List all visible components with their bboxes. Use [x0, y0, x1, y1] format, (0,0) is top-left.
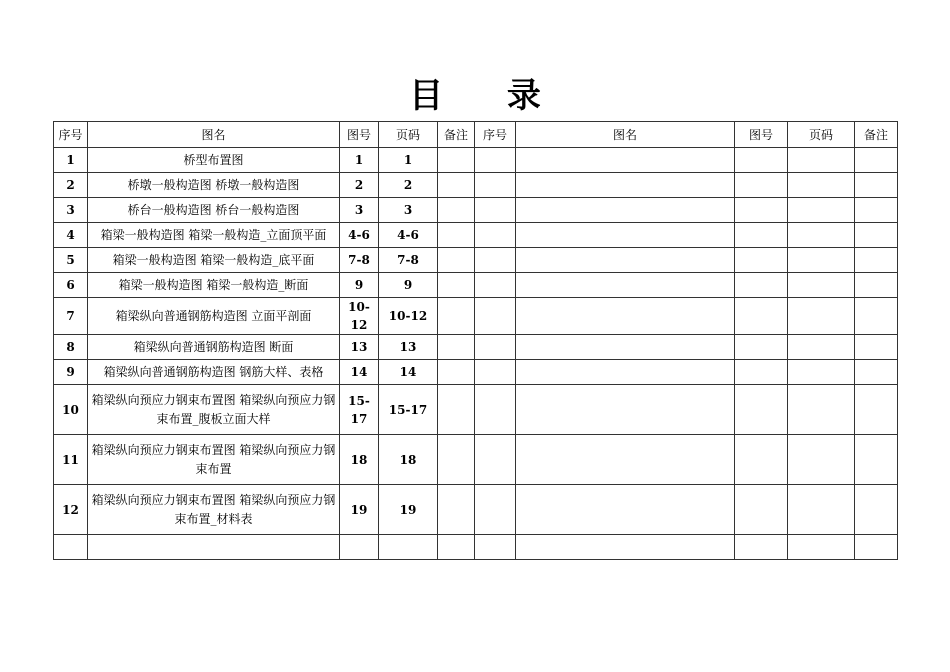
drawing-number: 3	[340, 198, 379, 223]
empty-cell	[735, 360, 788, 385]
table-row	[54, 485, 898, 535]
empty-cell	[735, 298, 788, 335]
empty-cell	[735, 535, 788, 560]
page-number: 15-17	[379, 385, 438, 435]
remark-cell	[438, 360, 475, 385]
empty-cell	[735, 485, 788, 535]
row-number: 7	[54, 298, 88, 335]
header-row	[54, 122, 898, 148]
row-number: 10	[54, 385, 88, 435]
drawing-number: 19	[340, 485, 379, 535]
table-row	[54, 273, 898, 298]
page-number: 14	[379, 360, 438, 385]
empty-cell	[516, 535, 735, 560]
empty-cell	[855, 148, 898, 173]
empty-cell	[475, 385, 516, 435]
table-row	[54, 535, 898, 560]
empty-cell	[735, 223, 788, 248]
empty-cell	[475, 535, 516, 560]
drawing-name: 箱梁纵向预应力钢束布置图 箱梁纵向预应力钢束布置	[88, 435, 340, 485]
drawing-name: 桥墩一般构造图 桥墩一般构造图	[88, 173, 340, 198]
drawing-number: 15-17	[340, 385, 379, 435]
remark-cell	[438, 485, 475, 535]
empty-cell	[855, 485, 898, 535]
row-number: 5	[54, 248, 88, 273]
row-number: 6	[54, 273, 88, 298]
page-number: 4-6	[379, 223, 438, 248]
page-number: 10-12	[379, 298, 438, 335]
drawing-number: 9	[340, 273, 379, 298]
empty-cell	[438, 535, 475, 560]
empty-cell	[475, 148, 516, 173]
empty-cell	[735, 248, 788, 273]
page-number: 13	[379, 335, 438, 360]
empty-cell	[475, 485, 516, 535]
page-title: 目 录	[409, 76, 567, 116]
header-cell: 序号	[475, 122, 516, 148]
drawing-name: 箱梁纵向普通钢筋构造图 钢筋大样、表格	[88, 360, 340, 385]
table-row	[54, 385, 898, 435]
drawing-name: 箱梁纵向预应力钢束布置图 箱梁纵向预应力钢束布置_腹板立面大样	[88, 385, 340, 435]
page-number: 19	[379, 485, 438, 535]
empty-cell	[475, 223, 516, 248]
page-number: 7-8	[379, 248, 438, 273]
empty-cell	[855, 248, 898, 273]
row-number: 3	[54, 198, 88, 223]
drawing-name: 箱梁纵向普通钢筋构造图 立面平剖面	[88, 298, 340, 335]
empty-cell	[475, 435, 516, 485]
remark-cell	[438, 173, 475, 198]
empty-cell	[855, 360, 898, 385]
empty-cell	[788, 273, 855, 298]
empty-cell	[788, 223, 855, 248]
header-cell: 图号	[735, 122, 788, 148]
empty-cell	[379, 535, 438, 560]
empty-cell	[735, 173, 788, 198]
empty-cell	[475, 335, 516, 360]
drawing-number: 4-6	[340, 223, 379, 248]
empty-cell	[855, 198, 898, 223]
row-number: 8	[54, 335, 88, 360]
remark-cell	[438, 148, 475, 173]
empty-cell	[516, 435, 735, 485]
empty-cell	[516, 385, 735, 435]
row-number: 11	[54, 435, 88, 485]
header-cell: 备注	[855, 122, 898, 148]
empty-cell	[855, 223, 898, 248]
drawing-number: 14	[340, 360, 379, 385]
page-number: 9	[379, 273, 438, 298]
empty-cell	[516, 360, 735, 385]
empty-cell	[788, 485, 855, 535]
row-number: 4	[54, 223, 88, 248]
empty-cell	[788, 335, 855, 360]
drawing-number: 18	[340, 435, 379, 485]
empty-cell	[788, 248, 855, 273]
empty-cell	[475, 273, 516, 298]
empty-cell	[735, 385, 788, 435]
remark-cell	[438, 298, 475, 335]
remark-cell	[438, 335, 475, 360]
empty-cell	[54, 535, 88, 560]
toc-table	[53, 121, 898, 560]
empty-cell	[855, 298, 898, 335]
drawing-name: 箱梁纵向预应力钢束布置图 箱梁纵向预应力钢束布置_材料表	[88, 485, 340, 535]
drawing-name: 箱梁一般构造图 箱梁一般构造_断面	[88, 273, 340, 298]
table-row	[54, 248, 898, 273]
empty-cell	[516, 148, 735, 173]
empty-cell	[855, 435, 898, 485]
empty-cell	[516, 173, 735, 198]
remark-cell	[438, 273, 475, 298]
empty-cell	[475, 360, 516, 385]
drawing-name: 桥台一般构造图 桥台一般构造图	[88, 198, 340, 223]
remark-cell	[438, 223, 475, 248]
empty-cell	[475, 298, 516, 335]
drawing-name: 箱梁一般构造图 箱梁一般构造_立面顶平面	[88, 223, 340, 248]
table-row	[54, 360, 898, 385]
header-cell: 备注	[438, 122, 475, 148]
table-row	[54, 223, 898, 248]
remark-cell	[438, 435, 475, 485]
drawing-number: 13	[340, 335, 379, 360]
page-number: 18	[379, 435, 438, 485]
empty-cell	[735, 335, 788, 360]
table-row	[54, 335, 898, 360]
empty-cell	[855, 385, 898, 435]
drawing-name: 箱梁纵向普通钢筋构造图 断面	[88, 335, 340, 360]
empty-cell	[788, 435, 855, 485]
row-number: 12	[54, 485, 88, 535]
empty-cell	[855, 335, 898, 360]
table-row	[54, 173, 898, 198]
empty-cell	[516, 335, 735, 360]
header-cell: 图名	[516, 122, 735, 148]
drawing-number: 7-8	[340, 248, 379, 273]
empty-cell	[516, 223, 735, 248]
empty-cell	[788, 173, 855, 198]
header-cell: 页码	[379, 122, 438, 148]
empty-cell	[516, 198, 735, 223]
empty-cell	[735, 148, 788, 173]
empty-cell	[735, 198, 788, 223]
table-row	[54, 435, 898, 485]
drawing-number: 1	[340, 148, 379, 173]
empty-cell	[788, 360, 855, 385]
remark-cell	[438, 385, 475, 435]
empty-cell	[88, 535, 340, 560]
row-number: 2	[54, 173, 88, 198]
empty-cell	[788, 148, 855, 173]
empty-cell	[516, 298, 735, 335]
header-cell: 图号	[340, 122, 379, 148]
page-number: 3	[379, 198, 438, 223]
remark-cell	[438, 198, 475, 223]
drawing-name: 桥型布置图	[88, 148, 340, 173]
row-number: 9	[54, 360, 88, 385]
empty-cell	[788, 535, 855, 560]
drawing-number: 2	[340, 173, 379, 198]
header-cell: 序号	[54, 122, 88, 148]
empty-cell	[516, 485, 735, 535]
header-cell: 图名	[88, 122, 340, 148]
empty-cell	[475, 248, 516, 273]
empty-cell	[788, 298, 855, 335]
empty-cell	[788, 198, 855, 223]
table-row	[54, 198, 898, 223]
empty-cell	[340, 535, 379, 560]
empty-cell	[855, 273, 898, 298]
table-row	[54, 148, 898, 173]
page-number: 2	[379, 173, 438, 198]
empty-cell	[855, 173, 898, 198]
empty-cell	[735, 435, 788, 485]
empty-cell	[516, 273, 735, 298]
empty-cell	[475, 198, 516, 223]
row-number: 1	[54, 148, 88, 173]
remark-cell	[438, 248, 475, 273]
empty-cell	[735, 273, 788, 298]
empty-cell	[855, 535, 898, 560]
table-row	[54, 298, 898, 335]
header-cell: 页码	[788, 122, 855, 148]
empty-cell	[475, 173, 516, 198]
page-number: 1	[379, 148, 438, 173]
drawing-name: 箱梁一般构造图 箱梁一般构造_底平面	[88, 248, 340, 273]
drawing-number: 10-12	[340, 298, 379, 335]
empty-cell	[516, 248, 735, 273]
empty-cell	[788, 385, 855, 435]
